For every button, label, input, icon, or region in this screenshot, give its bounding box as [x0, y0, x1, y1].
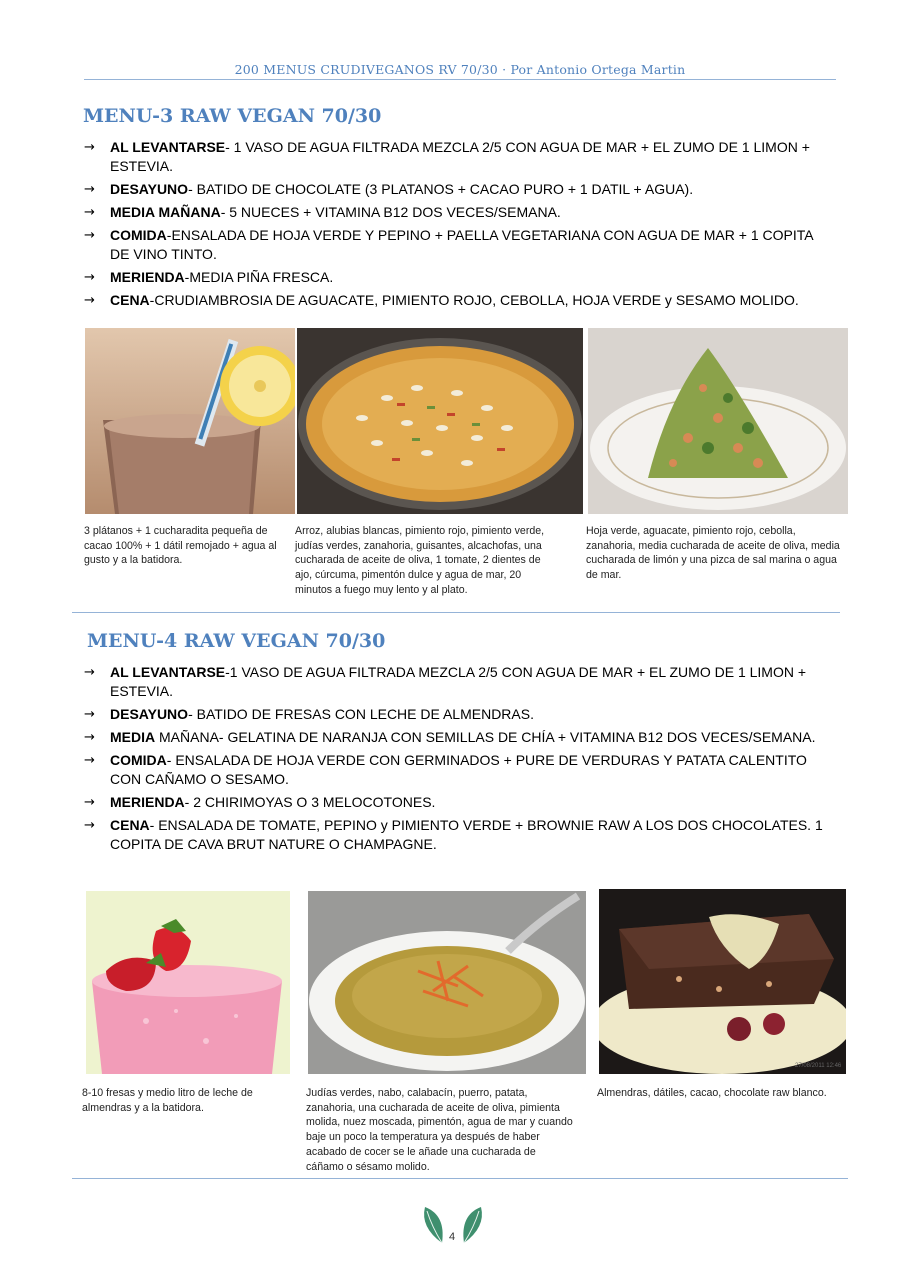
caption-crudiambrosia: Hoja verde, aguacate, pimiento rojo, cebolla, zanahoria, media cucharada de aceite de oliva, media cucharada de limón y una pizca de sal marina o agua de mar.: [586, 525, 840, 582]
arrow-right-icon: →: [84, 270, 95, 285]
menu-item: [84, 291, 814, 310]
meal-description: - ENSALADA DE HOJA VERDE CON GERMINADOS + PURE DE VERDURAS Y PATATA CALENTITO CON CAÑAMO O SESAMO.: [110, 752, 807, 787]
meal-label: AL LEVANTARSE: [110, 664, 226, 680]
arrow-right-icon: →: [84, 730, 95, 745]
menu-item: [84, 663, 834, 701]
page-number: 4: [448, 1231, 456, 1243]
meal-description: - 5 NUECES + VITAMINA B12 DOS VECES/SEMANA.: [220, 204, 561, 220]
meal-description: - 1 VASO DE AGUA FILTRADA MEZCLA 2/5 CON AGUA DE MAR + EL ZUMO DE 1 LIMON + ESTEVIA.: [110, 139, 810, 174]
meal-description: -CRUDIAMBROSIA DE AGUACATE, PIMIENTO ROJO, CEBOLLA, HOJA VERDE y SESAMO MOLIDO.: [149, 292, 799, 308]
meal-label: DESAYUNO: [110, 706, 189, 722]
meal-label: MERIENDA: [110, 794, 185, 810]
meal-description: - BATIDO DE FRESAS CON LECHE DE ALMENDRAS.: [188, 706, 534, 722]
meal-label: COMIDA: [110, 227, 167, 243]
caption-brownie: Almendras, dátiles, cacao, chocolate raw blanco.: [597, 1087, 827, 1099]
footer-divider: [72, 1178, 848, 1179]
arrow-right-icon: →: [84, 707, 95, 722]
photo-timestamp: 27/08/2011 12:46: [795, 1063, 842, 1069]
menu3-list: [84, 138, 814, 314]
section-divider: [72, 612, 840, 613]
meal-description: -MEDIA PIÑA FRESCA.: [184, 269, 334, 285]
meal-label: AL LEVANTARSE: [110, 139, 226, 155]
running-header: 200 MENUS CRUDIVEGANOS RV 70/30 · Por Antonio Ortega Martin: [234, 62, 686, 77]
arrow-right-icon: →: [84, 182, 95, 197]
caption-strawberry: 8-10 fresas y medio litro de leche de almendras y a la batidora.: [82, 1087, 253, 1114]
meal-description: MAÑANA- GELATINA DE NARANJA CON SEMILLAS DE CHÍA + VITAMINA B12 DOS VECES/SEMANA.: [155, 729, 816, 745]
meal-label: MERIENDA: [110, 269, 185, 285]
menu-item: [84, 793, 834, 812]
meal-label: DESAYUNO: [110, 181, 189, 197]
menu-item: [84, 728, 834, 747]
paella-photo: [297, 328, 583, 514]
menu-item: [84, 751, 834, 789]
arrow-right-icon: →: [84, 205, 95, 220]
menu4-title: MENU-4 RAW VEGAN 70/30: [87, 630, 386, 652]
caption-smoothie: 3 plátanos + 1 cucharadita pequeña de cacao 100% + 1 dátil remojado + agua al gusto y a la batidora.: [84, 525, 277, 567]
menu-item: [84, 816, 834, 854]
brownie-photo: [599, 889, 846, 1074]
chocolate-smoothie-photo: [85, 328, 295, 514]
meal-description: - ENSALADA DE TOMATE, PEPINO y PIMIENTO VERDE + BROWNIE RAW A LOS DOS CHOCOLATES. 1 COPITA DE CAVA BRUT NATURE O CHAMPAGNE.: [110, 817, 823, 852]
arrow-right-icon: →: [84, 795, 95, 810]
caption-puree: Judías verdes, nabo, calabacín, puerro, patata, zanahoria, una cucharada de aceite de oliva, pimienta molida, nuez moscada, pimentón, agua de mar y cuando baje un poco la temperatura ya después de haber acabado de cocer se le añade una cucharada de cáñamo o sésamo molido.: [306, 1087, 573, 1173]
meal-label: MEDIA MAÑANA: [110, 204, 221, 220]
menu3-title: MENU-3 RAW VEGAN 70/30: [83, 105, 382, 127]
arrow-right-icon: →: [84, 293, 95, 308]
menu-item: [84, 705, 834, 724]
crudiambrosia-photo: [588, 328, 848, 514]
meal-label: CENA: [110, 292, 150, 308]
menu-item: [84, 226, 814, 264]
arrow-right-icon: →: [84, 818, 95, 833]
meal-label: MEDIA: [110, 729, 156, 745]
arrow-right-icon: →: [84, 228, 95, 243]
menu-item: [84, 180, 814, 199]
vegetable-puree-photo: [308, 891, 586, 1074]
menu-item: [84, 268, 814, 287]
meal-description: -ENSALADA DE HOJA VERDE Y PEPINO + PAELLA VEGETARIANA CON AGUA DE MAR + 1 COPITA DE VINO TINTO.: [110, 227, 813, 262]
meal-label: COMIDA: [110, 752, 167, 768]
menu4-list: [84, 663, 834, 858]
arrow-right-icon: →: [84, 140, 95, 155]
meal-description: - BATIDO DE CHOCOLATE (3 PLATANOS + CACAO PURO + 1 DATIL + AGUA).: [188, 181, 694, 197]
caption-paella: Arroz, alubias blancas, pimiento rojo, pimiento verde, judías verdes, zanahoria, guisantes, alcachofas, una cucharada de aceite de oliva, 1 tomate, 2 dientes de ajo, cúrcuma, pimentón dulce y agua de mar, 20 minutos a fuego muy lento y al plato.: [295, 525, 545, 596]
meal-description: -1 VASO DE AGUA FILTRADA MEZCLA 2/5 CON AGUA DE MAR + EL ZUMO DE 1 LIMON + ESTEVIA.: [110, 664, 807, 699]
arrow-right-icon: →: [84, 665, 95, 680]
strawberry-smoothie-photo: [86, 891, 290, 1074]
meal-description: - 2 CHIRIMOYAS O 3 MELOCOTONES.: [184, 794, 436, 810]
menu-item: [84, 138, 814, 176]
header-divider: [84, 79, 836, 80]
menu-item: [84, 203, 814, 222]
arrow-right-icon: →: [84, 753, 95, 768]
meal-label: CENA: [110, 817, 150, 833]
